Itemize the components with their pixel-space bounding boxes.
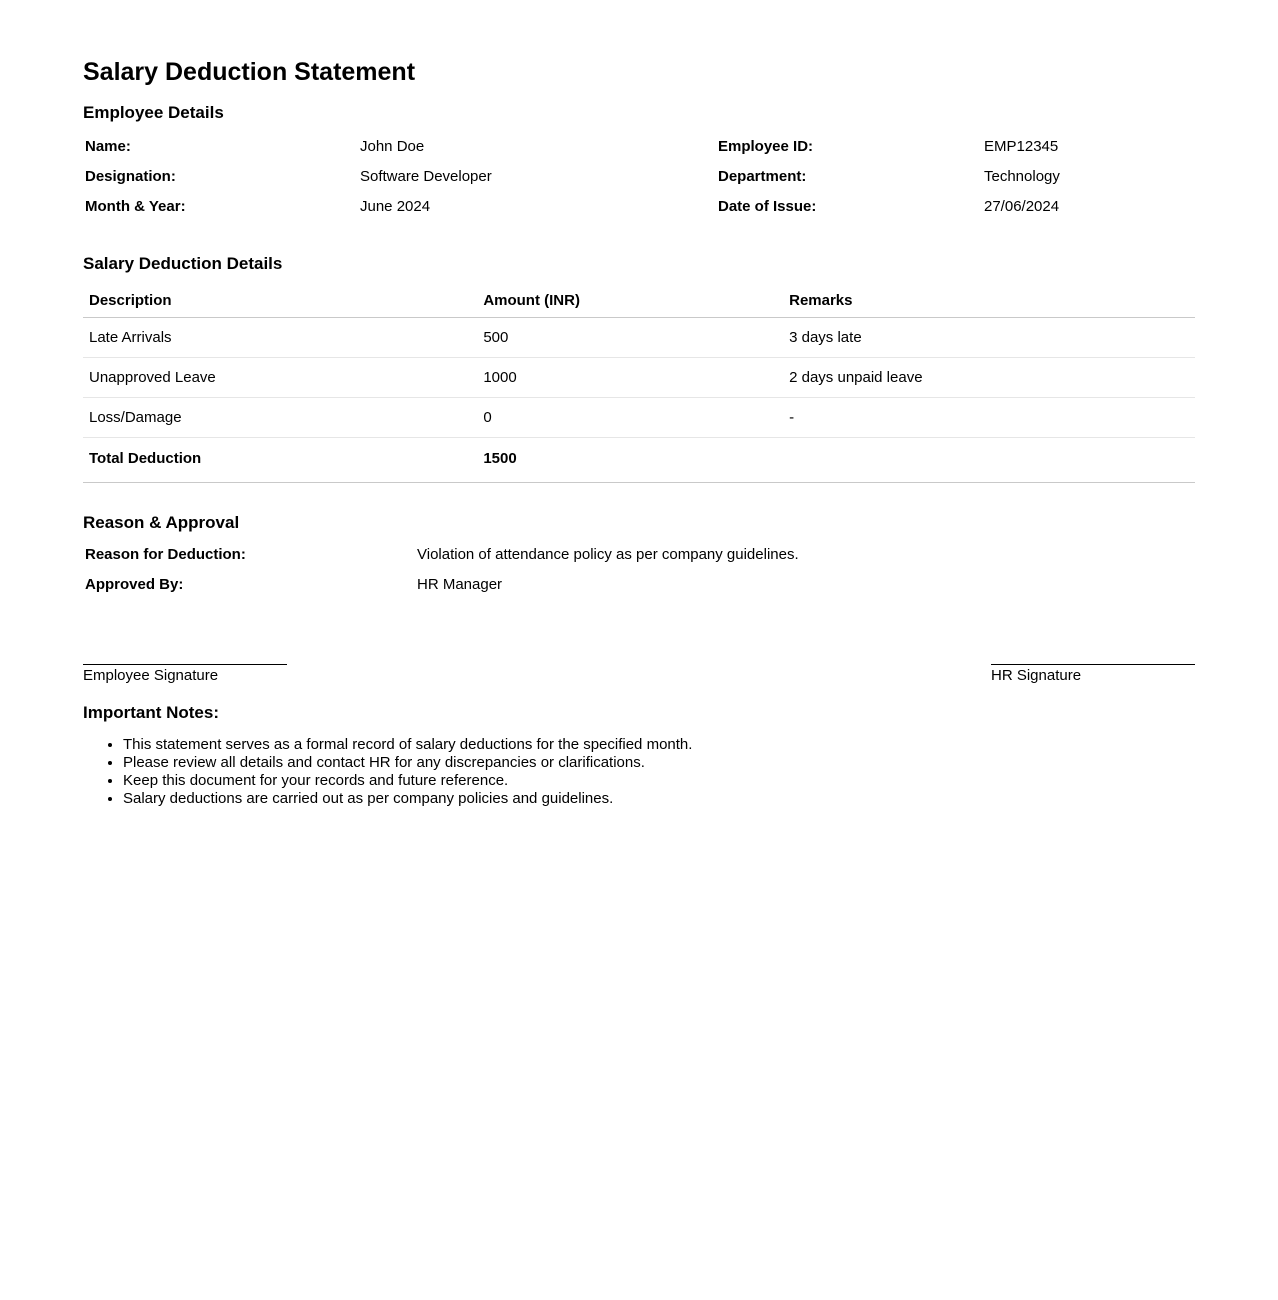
date-of-issue-value: 27/06/2024: [984, 198, 1060, 215]
name-value: John Doe: [360, 138, 425, 155]
total-label: Total Deduction: [83, 438, 483, 483]
remarks-cell: -: [789, 398, 1195, 438]
remarks-cell: 3 days late: [789, 318, 1195, 358]
reason-approval-grid: [83, 546, 1195, 594]
hr-signature-block: [991, 664, 1195, 685]
table-row: [83, 398, 1195, 438]
employee-details-section: [83, 103, 1195, 216]
table-header-row: [83, 292, 1195, 318]
amount-cell: 1000: [483, 358, 789, 398]
department-label: Department:: [718, 168, 807, 185]
reason-approval-heading: Reason & Approval: [83, 513, 240, 532]
designation-value: Software Developer: [360, 168, 492, 185]
employee-signature-label: Employee Signature: [83, 667, 219, 684]
note-item: • Keep this document for your records and future reference.: [123, 772, 1195, 790]
column-header-amount: Amount (INR): [483, 292, 789, 318]
approved-by-value: HR Manager: [417, 576, 503, 593]
total-remarks: [789, 438, 1195, 483]
salary-deduction-details-heading: Salary Deduction Details: [83, 254, 283, 273]
reason-for-deduction-label: Reason for Deduction:: [85, 546, 246, 563]
description-cell: Unapproved Leave: [83, 358, 483, 398]
notes-list: [83, 736, 1195, 808]
approved-by-label: Approved By:: [85, 576, 184, 593]
deduction-table: [83, 292, 1195, 483]
employee-signature-line: [83, 664, 287, 665]
designation-label: Designation:: [85, 168, 176, 185]
amount-cell: 0: [483, 398, 789, 438]
month-year-label: Month & Year:: [85, 198, 186, 215]
important-notes-heading: Important Notes:: [83, 703, 219, 722]
department-value: Technology: [984, 168, 1060, 185]
description-cell: Late Arrivals: [83, 318, 483, 358]
employee-details-heading: Employee Details: [83, 103, 224, 122]
page-title: Salary Deduction Statement: [83, 58, 416, 86]
date-of-issue-label: Date of Issue:: [718, 198, 817, 215]
description-cell: Loss/Damage: [83, 398, 483, 438]
table-row: [83, 318, 1195, 358]
employee-id-label: Employee ID:: [718, 138, 814, 155]
employee-details-grid: [83, 138, 1195, 216]
amount-cell: 500: [483, 318, 789, 358]
column-header-description: Description: [83, 292, 483, 318]
month-year-value: June 2024: [360, 198, 431, 215]
salary-deduction-details-section: [83, 254, 1195, 483]
employee-signature-block: [83, 664, 287, 685]
total-amount: 1500: [483, 438, 789, 483]
total-deduction-row: [83, 438, 1195, 483]
hr-signature-line: [991, 664, 1195, 665]
table-row: [83, 358, 1195, 398]
reason-approval-section: [83, 513, 1195, 594]
remarks-cell: 2 days unpaid leave: [789, 358, 1195, 398]
hr-signature-label: HR Signature: [991, 667, 1082, 684]
name-label: Name:: [85, 138, 131, 155]
note-item: • Please review all details and contact HR for any discrepancies or clarifications.: [123, 754, 1195, 772]
reason-for-deduction-value: Violation of attendance policy as per company guidelines.: [417, 546, 799, 563]
note-item: • This statement serves as a formal record of salary deductions for the specified month.: [123, 736, 1195, 754]
column-header-remarks: Remarks: [789, 292, 1195, 318]
signatures-row: [83, 664, 1195, 685]
important-notes-section: [83, 703, 1195, 808]
employee-id-value: EMP12345: [984, 138, 1059, 155]
note-item: • Salary deductions are carried out as per company policies and guidelines.: [123, 790, 1195, 808]
